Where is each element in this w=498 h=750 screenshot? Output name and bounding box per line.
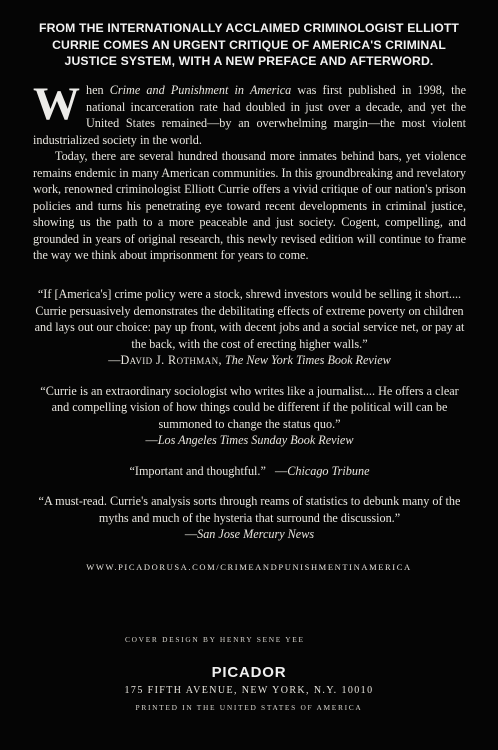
printed-in: PRINTED IN THE UNITED STATES OF AMERICA [135, 703, 363, 712]
cover-credit: COVER DESIGN BY HENRY SENE YEE [125, 635, 305, 644]
book-title: Crime and Punishment in America [109, 83, 292, 97]
publisher-logo: PICADOR [211, 664, 287, 681]
quote-source: Chicago Tribune [287, 463, 370, 478]
quote-source: San Jose Mercury News [197, 527, 315, 541]
description-rest: was first published in 1998, the national incarceration rate had doubled in just over a decade, and yet the United States remained—by an overwhelming margin—the most violent industrialized society in the world. [33, 83, 466, 147]
quote-dash: — [145, 433, 158, 447]
description-paragraph-2: Today, there are several hundred thousand more inmates behind bars, yet violence remains endemic in many American communities. In this groundbreaking and revelatory work, renowned criminologist Elliott Currie offers a vivid critique of our nation's prison policies and turns his penetrating eye toward recent developments in criminal justice, showing us the path to a more peaceable and just society. Cogent, compelling, and grounded in years of original research, this newly revised edition will continue to frame the way we think about imprisonment for years to come. [33, 149, 466, 262]
quote-text: “Important and thoughtful.” [129, 463, 266, 478]
website-url[interactable]: WWW.PICADORUSA.COM/CRIMEANDPUNISHMENTINAMERICA [86, 562, 412, 572]
drop-cap: W [33, 78, 80, 130]
description-paragraph-1 [33, 78, 466, 148]
review-quote [33, 383, 466, 449]
quote-author: David J. Rothman, [120, 353, 222, 367]
quote-attribution [33, 526, 466, 543]
quote-source: Los Angeles Times Sunday Book Review [157, 433, 354, 447]
quote-attribution [33, 432, 466, 449]
publisher-address: 175 FIFTH AVENUE, NEW YORK, N.Y. 10010 [124, 685, 374, 696]
headline: FROM THE INTERNATIONALLY ACCLAIMED CRIMINOLOGIST ELLIOTT CURRIE COMES AN URGENT CRITIQUE OF AMERICA'S CRIMINAL JUSTICE SYSTEM, WITH A NEW PREFACE AND AFTERWORD. [38, 21, 460, 68]
quote-dash: — [108, 353, 121, 367]
quote-attribution [33, 352, 466, 369]
quote-text: “If [America's] crime policy were a stock, shrewd investors would be selling it short.... Currie persuasively demonstrates the debilitating effects of extreme poverty on children and lays out our choice: pay up front, with decent jobs and a social service net, or pay at the back, with the cost of erecting higher walls.” [34, 287, 465, 351]
description-lead: hen [86, 83, 110, 97]
review-quote [33, 286, 466, 369]
quote-text: “A must-read. Currie's analysis sorts through reams of statistics to debunk many of the myths and much of the hysteria that surround the discussion.” [38, 494, 461, 525]
description [33, 78, 466, 264]
review-quote [33, 493, 466, 543]
quote-text: “Currie is an extraordinary sociologist who writes like a journalist.... He offers a clear and compelling vision of how things could be different if the political will can be summoned to change the status quo.” [40, 383, 459, 431]
review-quote [33, 463, 466, 480]
quote-source: The New York Times Book Review [221, 353, 391, 367]
review-quotes [33, 286, 466, 557]
quote-dash: — [275, 463, 288, 478]
quote-dash: — [184, 527, 198, 541]
